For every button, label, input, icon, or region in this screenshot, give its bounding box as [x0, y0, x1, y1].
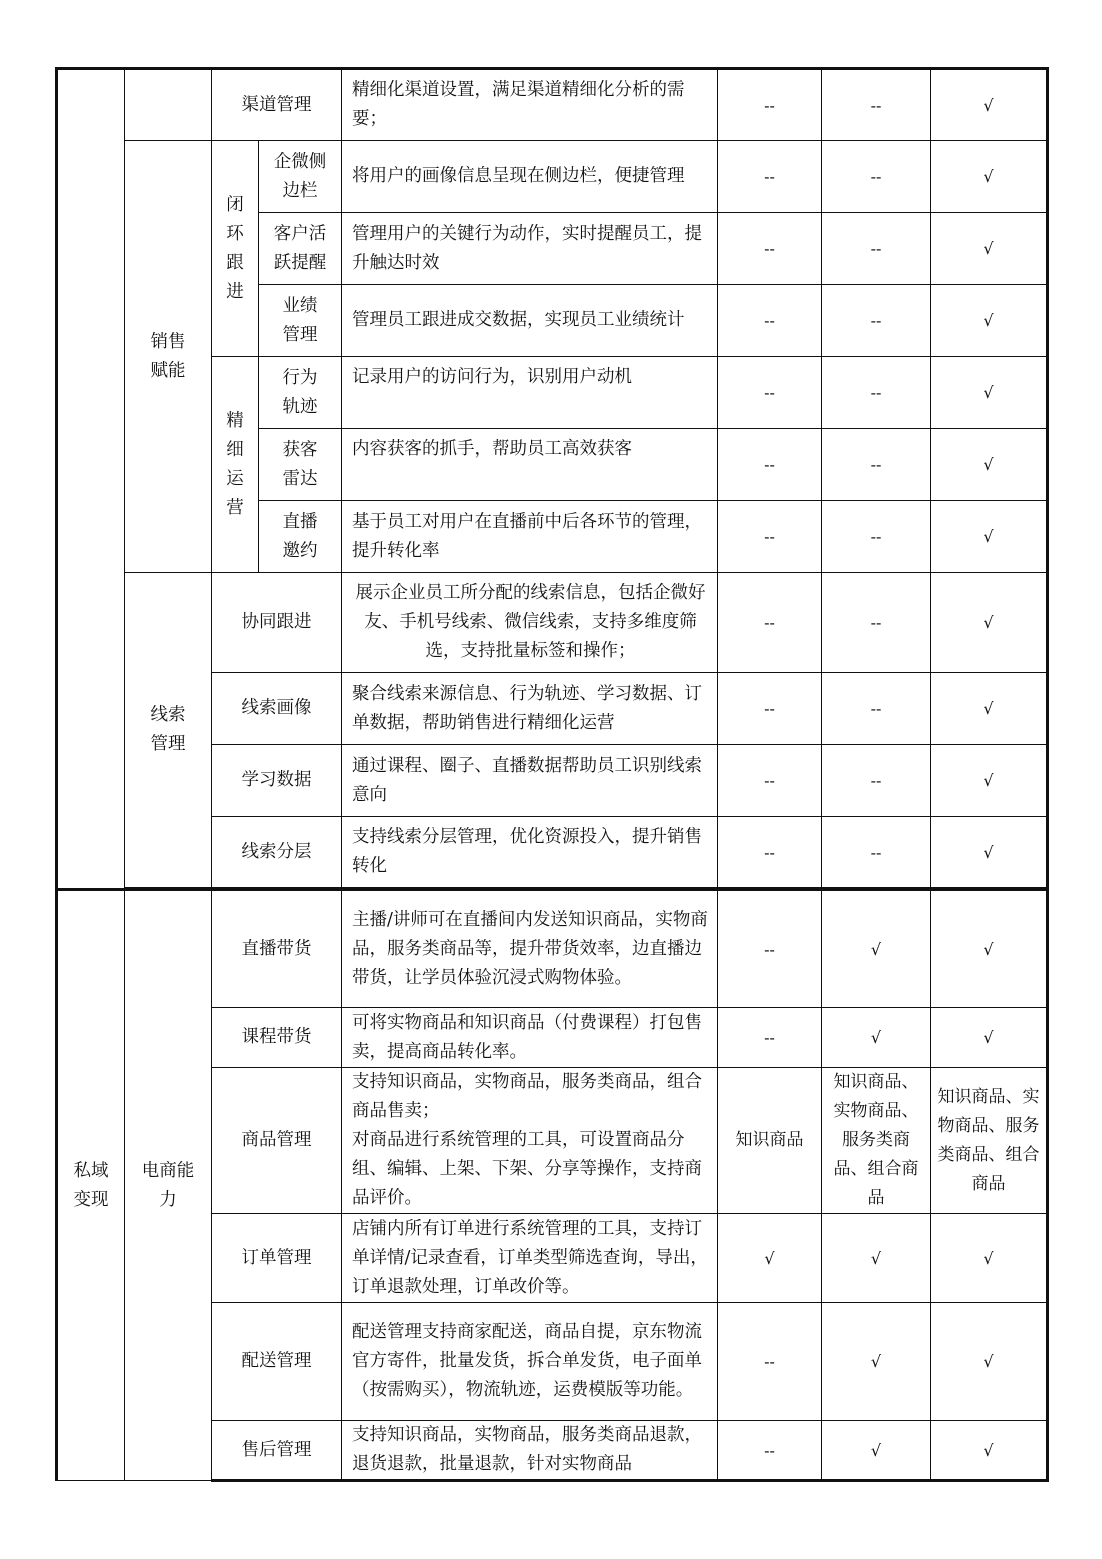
feature-name: 客户活跃提醒 [259, 213, 342, 285]
feature-description: 记录用户的访问行为，识别用户动机 [342, 357, 718, 429]
feature-description: 支持知识商品，实物商品，服务类商品退款，退货退款，批量退款，针对实物商品 [342, 1421, 718, 1481]
tier-3-support: √ [931, 1421, 1048, 1481]
tier-2-support: -- [822, 745, 931, 817]
tier-2-support: -- [822, 357, 931, 429]
tier-3-support: 知识商品、实物商品、服务类商品、组合商品 [931, 1068, 1048, 1214]
tier-2-support: √ [822, 890, 931, 1008]
tier-3-support: √ [931, 1214, 1048, 1303]
feature-name: 行为轨迹 [259, 357, 342, 429]
category-private-monetize: 私域变现 [57, 890, 125, 1481]
tier-2-support: √ [822, 1303, 931, 1421]
feature-description: 可将实物商品和知识商品（付费课程）打包售卖，提高商品转化率。 [342, 1008, 718, 1068]
subcategory-cell-empty [125, 69, 212, 141]
tier-2-support: -- [822, 141, 931, 213]
table-row [57, 69, 1048, 141]
feature-name: 获客雷达 [259, 429, 342, 501]
group-closed-loop: 闭环跟进 [212, 141, 259, 357]
feature-description: 主播/讲师可在直播间内发送知识商品，实物商品，服务类商品等，提升带货效率，边直播边带货，让学员体验沉浸式购物体验。 [342, 890, 718, 1008]
tier-1-support: -- [718, 69, 822, 141]
feature-name: 订单管理 [212, 1214, 342, 1303]
tier-2-support: -- [822, 285, 931, 357]
feature-name: 学习数据 [212, 745, 342, 817]
tier-3-support: √ [931, 745, 1048, 817]
tier-1-support: -- [718, 673, 822, 745]
tier-2-support: 知识商品、实物商品、服务类商品、组合商品 [822, 1068, 931, 1214]
feature-description: 支持线索分层管理，优化资源投入，提升销售转化 [342, 817, 718, 888]
tier-2-support: √ [822, 1008, 931, 1068]
feature-name: 直播邀约 [259, 501, 342, 573]
tier-2-support: -- [822, 429, 931, 501]
tier-3-support: √ [931, 285, 1048, 357]
table-row [57, 141, 1048, 213]
feature-comparison-table [55, 67, 1049, 1482]
tier-3-support: √ [931, 213, 1048, 285]
tier-1-support: 知识商品 [718, 1068, 822, 1214]
tier-2-support: -- [822, 673, 931, 745]
table-row [57, 573, 1048, 673]
tier-1-support: -- [718, 1303, 822, 1421]
tier-2-support: √ [822, 1214, 931, 1303]
tier-3-support: √ [931, 573, 1048, 673]
feature-name: 线索画像 [212, 673, 342, 745]
tier-3-support: √ [931, 817, 1048, 888]
feature-name: 配送管理 [212, 1303, 342, 1421]
tier-3-support: √ [931, 429, 1048, 501]
feature-description [342, 1068, 718, 1214]
tier-3-support: √ [931, 1008, 1048, 1068]
feature-description: 基于员工对用户在直播前中后各环节的管理，提升转化率 [342, 501, 718, 573]
tier-1-support: -- [718, 501, 822, 573]
subcategory-ecommerce: 电商能力 [125, 890, 212, 1481]
feature-name: 协同跟进 [212, 573, 342, 673]
tier-3-support: √ [931, 673, 1048, 745]
description-line: 支持知识商品，实物商品，服务类商品，组合商品售卖； [352, 1072, 702, 1121]
tier-1-support: -- [718, 890, 822, 1008]
feature-name: 渠道管理 [212, 69, 342, 141]
category-cell-empty [57, 69, 125, 890]
feature-name: 线索分层 [212, 817, 342, 888]
feature-description: 精细化渠道设置，满足渠道精细化分析的需要； [342, 69, 718, 141]
tier-3-support: √ [931, 357, 1048, 429]
description-line: 对商品进行系统管理的工具，可设置商品分组、编辑、上架、下架、分享等操作，支持商品评价。 [352, 1130, 702, 1208]
tier-1-support: -- [718, 1008, 822, 1068]
feature-name: 课程带货 [212, 1008, 342, 1068]
tier-3-support: √ [931, 890, 1048, 1008]
tier-1-support: -- [718, 141, 822, 213]
tier-2-support: -- [822, 817, 931, 888]
tier-2-support: √ [822, 1421, 931, 1481]
tier-1-support: -- [718, 285, 822, 357]
tier-3-support: √ [931, 141, 1048, 213]
feature-description: 聚合线索来源信息、行为轨迹、学习数据、订单数据，帮助销售进行精细化运营 [342, 673, 718, 745]
tier-1-support: √ [718, 1214, 822, 1303]
tier-3-support: √ [931, 69, 1048, 141]
subcategory-lead-mgmt: 线索管理 [125, 573, 212, 888]
tier-3-support: √ [931, 1303, 1048, 1421]
feature-description: 管理用户的关键行为动作，实时提醒员工，提升触达时效 [342, 213, 718, 285]
feature-name: 企微侧边栏 [259, 141, 342, 213]
tier-1-support: -- [718, 745, 822, 817]
feature-name: 售后管理 [212, 1421, 342, 1481]
tier-2-support: -- [822, 501, 931, 573]
tier-1-support: -- [718, 429, 822, 501]
tier-3-support: √ [931, 501, 1048, 573]
group-fine-ops: 精细运营 [212, 357, 259, 573]
feature-description: 配送管理支持商家配送，商品自提，京东物流官方寄件，批量发货，拆合单发货，电子面单（按需购买），物流轨迹，运费模版等功能。 [342, 1303, 718, 1421]
tier-2-support: -- [822, 573, 931, 673]
tier-2-support: -- [822, 213, 931, 285]
feature-description: 展示企业员工所分配的线索信息，包括企微好友、手机号线索、微信线索，支持多维度筛选，支持批量标签和操作； [342, 573, 718, 673]
feature-description: 通过课程、圈子、直播数据帮助员工识别线索意向 [342, 745, 718, 817]
feature-description: 管理员工跟进成交数据，实现员工业绩统计 [342, 285, 718, 357]
tier-1-support: -- [718, 817, 822, 888]
feature-description: 内容获客的抓手，帮助员工高效获客 [342, 429, 718, 501]
subcategory-sales-enable: 销售赋能 [125, 141, 212, 573]
feature-description: 店铺内所有订单进行系统管理的工具，支持订单详情/记录查看，订单类型筛选查询，导出，订单退款处理，订单改价等。 [342, 1214, 718, 1303]
feature-name: 商品管理 [212, 1068, 342, 1214]
tier-1-support: -- [718, 1421, 822, 1481]
tier-1-support: -- [718, 213, 822, 285]
feature-description: 将用户的画像信息呈现在侧边栏，便捷管理 [342, 141, 718, 213]
table-row [57, 890, 1048, 1008]
feature-name: 直播带货 [212, 890, 342, 1008]
tier-1-support: -- [718, 357, 822, 429]
tier-1-support: -- [718, 573, 822, 673]
tier-2-support: -- [822, 69, 931, 141]
feature-name: 业绩管理 [259, 285, 342, 357]
